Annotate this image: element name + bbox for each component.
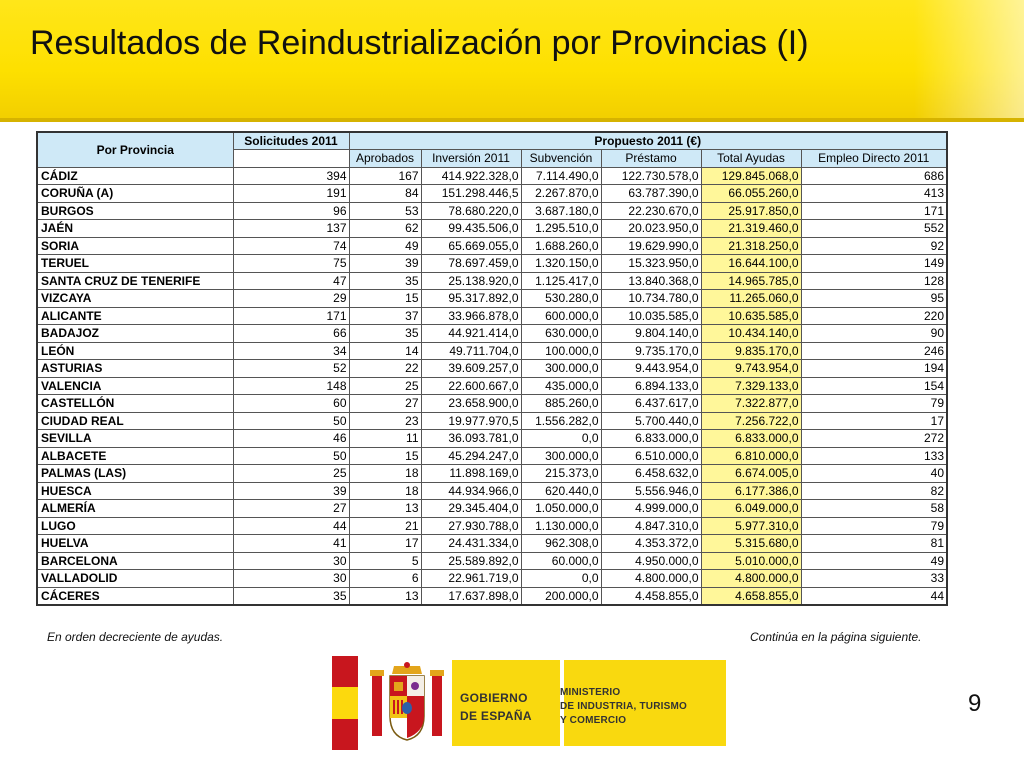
cell-prestamo: 122.730.578,0: [601, 167, 701, 185]
cell-aprobados: 27: [349, 395, 421, 413]
cell-empleo: 154: [801, 377, 947, 395]
col-subvencion: Subvención: [521, 150, 601, 168]
gobierno-line-2: DE ESPAÑA: [460, 709, 532, 723]
cell-aprobados: 35: [349, 272, 421, 290]
cell-prestamo: 13.840.368,0: [601, 272, 701, 290]
cell-empleo: 58: [801, 500, 947, 518]
cell-total-ayudas: 6.833.000,0: [701, 430, 801, 448]
cell-aprobados: 13: [349, 500, 421, 518]
cell-subvencion: 630.000,0: [521, 325, 601, 343]
cell-empleo: 413: [801, 185, 947, 203]
cell-provincia: ALBACETE: [37, 447, 233, 465]
cell-provincia: SORIA: [37, 237, 233, 255]
cell-provincia: VALLADOLID: [37, 570, 233, 588]
cell-empleo: 17: [801, 412, 947, 430]
col-prestamo: Préstamo: [601, 150, 701, 168]
cell-prestamo: 6.437.617,0: [601, 395, 701, 413]
cell-provincia: VALENCIA: [37, 377, 233, 395]
cell-subvencion: 620.440,0: [521, 482, 601, 500]
cell-aprobados: 15: [349, 447, 421, 465]
table-row: [37, 325, 947, 343]
cell-aprobados: 39: [349, 255, 421, 273]
cell-prestamo: 20.023.950,0: [601, 220, 701, 238]
cell-inversion: 17.637.898,0: [421, 587, 521, 605]
government-logo: [332, 656, 726, 750]
cell-total-ayudas: 66.055.260,0: [701, 185, 801, 203]
cell-prestamo: 10.035.585,0: [601, 307, 701, 325]
cell-empleo: 552: [801, 220, 947, 238]
table-row: [37, 377, 947, 395]
spain-flag-band: [332, 656, 358, 750]
cell-aprobados: 15: [349, 290, 421, 308]
cell-solicitudes: 27: [233, 500, 349, 518]
cell-solicitudes: 75: [233, 255, 349, 273]
cell-aprobados: 21: [349, 517, 421, 535]
cell-prestamo: 4.847.310,0: [601, 517, 701, 535]
table-body: [37, 167, 947, 605]
cell-aprobados: 53: [349, 202, 421, 220]
cell-solicitudes: 25: [233, 465, 349, 483]
cell-total-ayudas: 5.315.680,0: [701, 535, 801, 553]
cell-total-ayudas: 7.256.722,0: [701, 412, 801, 430]
cell-total-ayudas: 21.318.250,0: [701, 237, 801, 255]
cell-total-ayudas: 9.835.170,0: [701, 342, 801, 360]
header-por-provincia: Por Provincia: [37, 132, 233, 167]
table-row: [37, 307, 947, 325]
cell-inversion: 414.922.328,0: [421, 167, 521, 185]
cell-solicitudes: 35: [233, 587, 349, 605]
cell-prestamo: 63.787.390,0: [601, 185, 701, 203]
cell-empleo: 92: [801, 237, 947, 255]
cell-solicitudes: 34: [233, 342, 349, 360]
cell-provincia: CIUDAD REAL: [37, 412, 233, 430]
cell-subvencion: 1.556.282,0: [521, 412, 601, 430]
cell-aprobados: 11: [349, 430, 421, 448]
cell-empleo: 171: [801, 202, 947, 220]
table-row: [37, 395, 947, 413]
table-row: [37, 587, 947, 605]
cell-solicitudes: 41: [233, 535, 349, 553]
table-row: [37, 430, 947, 448]
cell-solicitudes: 394: [233, 167, 349, 185]
cell-subvencion: 2.267.870,0: [521, 185, 601, 203]
cell-inversion: 78.697.459,0: [421, 255, 521, 273]
cell-provincia: BURGOS: [37, 202, 233, 220]
cell-prestamo: 9.804.140,0: [601, 325, 701, 343]
cell-solicitudes: 29: [233, 290, 349, 308]
cell-solicitudes: 30: [233, 570, 349, 588]
cell-inversion: 49.711.704,0: [421, 342, 521, 360]
results-table: [36, 131, 948, 606]
cell-prestamo: 5.556.946,0: [601, 482, 701, 500]
ministerio-line-3: Y COMERCIO: [560, 715, 627, 726]
cell-inversion: 24.431.334,0: [421, 535, 521, 553]
cell-subvencion: 1.320.150,0: [521, 255, 601, 273]
cell-provincia: SEVILLA: [37, 430, 233, 448]
cell-total-ayudas: 5.010.000,0: [701, 552, 801, 570]
cell-inversion: 19.977.970,5: [421, 412, 521, 430]
table-row: [37, 255, 947, 273]
cell-solicitudes: 191: [233, 185, 349, 203]
cell-solicitudes: 46: [233, 430, 349, 448]
cell-inversion: 151.298.446,5: [421, 185, 521, 203]
cell-aprobados: 25: [349, 377, 421, 395]
cell-prestamo: 4.800.000,0: [601, 570, 701, 588]
cell-solicitudes: 50: [233, 412, 349, 430]
cell-empleo: 79: [801, 395, 947, 413]
table-row: [37, 342, 947, 360]
ministerio-line-1: MINISTERIO: [560, 687, 621, 698]
cell-prestamo: 10.734.780,0: [601, 290, 701, 308]
cell-subvencion: 435.000,0: [521, 377, 601, 395]
cell-provincia: JAÉN: [37, 220, 233, 238]
cell-empleo: 149: [801, 255, 947, 273]
cell-empleo: 194: [801, 360, 947, 378]
page-number: 9: [968, 690, 982, 717]
cell-aprobados: 13: [349, 587, 421, 605]
results-table-wrapper: [36, 131, 948, 606]
slide-header: [0, 0, 1024, 122]
cell-inversion: 23.658.900,0: [421, 395, 521, 413]
cell-total-ayudas: 21.319.460,0: [701, 220, 801, 238]
cell-aprobados: 62: [349, 220, 421, 238]
cell-subvencion: 0,0: [521, 430, 601, 448]
cell-solicitudes: 74: [233, 237, 349, 255]
table-row: [37, 535, 947, 553]
cell-inversion: 22.961.719,0: [421, 570, 521, 588]
col-total-ayudas: Total Ayudas: [701, 150, 801, 168]
cell-total-ayudas: 16.644.100,0: [701, 255, 801, 273]
table-row: [37, 202, 947, 220]
slide-title: Resultados de Reindustrialización por Provincias (I): [30, 24, 809, 62]
cell-prestamo: 6.894.133,0: [601, 377, 701, 395]
cell-empleo: 49: [801, 552, 947, 570]
cell-prestamo: 9.443.954,0: [601, 360, 701, 378]
cell-subvencion: 1.688.260,0: [521, 237, 601, 255]
cell-inversion: 95.317.892,0: [421, 290, 521, 308]
cell-provincia: PALMAS (LAS): [37, 465, 233, 483]
cell-subvencion: 300.000,0: [521, 447, 601, 465]
cell-empleo: 44: [801, 587, 947, 605]
table-row: [37, 482, 947, 500]
cell-provincia: ASTURIAS: [37, 360, 233, 378]
cell-subvencion: 1.050.000,0: [521, 500, 601, 518]
cell-total-ayudas: 4.800.000,0: [701, 570, 801, 588]
cell-provincia: ALICANTE: [37, 307, 233, 325]
cell-solicitudes: 39: [233, 482, 349, 500]
cell-total-ayudas: 5.977.310,0: [701, 517, 801, 535]
footnote-order: En orden decreciente de ayudas.: [47, 630, 224, 644]
cell-subvencion: 1.295.510,0: [521, 220, 601, 238]
header-fade: [914, 0, 1024, 118]
gobierno-line-1: GOBIERNO: [460, 691, 528, 705]
cell-inversion: 29.345.404,0: [421, 500, 521, 518]
cell-inversion: 45.294.247,0: [421, 447, 521, 465]
cell-empleo: 220: [801, 307, 947, 325]
cell-provincia: SANTA CRUZ DE TENERIFE: [37, 272, 233, 290]
cell-subvencion: 0,0: [521, 570, 601, 588]
cell-total-ayudas: 6.810.000,0: [701, 447, 801, 465]
table-row: [37, 465, 947, 483]
cell-prestamo: 4.458.855,0: [601, 587, 701, 605]
header-solicitudes: Solicitudes 2011: [233, 132, 349, 150]
cell-inversion: 25.138.920,0: [421, 272, 521, 290]
table-row: [37, 237, 947, 255]
cell-solicitudes: 60: [233, 395, 349, 413]
cell-total-ayudas: 129.845.068,0: [701, 167, 801, 185]
cell-total-ayudas: 10.635.585,0: [701, 307, 801, 325]
table-row: [37, 272, 947, 290]
cell-aprobados: 35: [349, 325, 421, 343]
cell-empleo: 79: [801, 517, 947, 535]
cell-prestamo: 15.323.950,0: [601, 255, 701, 273]
gobierno-text: [460, 689, 532, 725]
cell-inversion: 11.898.169,0: [421, 465, 521, 483]
cell-empleo: 246: [801, 342, 947, 360]
table-row: [37, 500, 947, 518]
cell-total-ayudas: 25.917.850,0: [701, 202, 801, 220]
cell-total-ayudas: 6.674.005,0: [701, 465, 801, 483]
cell-inversion: 33.966.878,0: [421, 307, 521, 325]
cell-inversion: 65.669.055,0: [421, 237, 521, 255]
cell-aprobados: 37: [349, 307, 421, 325]
cell-empleo: 81: [801, 535, 947, 553]
cell-total-ayudas: 4.658.855,0: [701, 587, 801, 605]
cell-empleo: 90: [801, 325, 947, 343]
cell-subvencion: 1.130.000,0: [521, 517, 601, 535]
cell-provincia: CÁDIZ: [37, 167, 233, 185]
cell-empleo: 33: [801, 570, 947, 588]
cell-total-ayudas: 7.329.133,0: [701, 377, 801, 395]
cell-empleo: 272: [801, 430, 947, 448]
cell-empleo: 686: [801, 167, 947, 185]
cell-provincia: BADAJOZ: [37, 325, 233, 343]
cell-provincia: CÁCERES: [37, 587, 233, 605]
cell-empleo: 133: [801, 447, 947, 465]
col-inversion: Inversión 2011: [421, 150, 521, 168]
cell-provincia: LUGO: [37, 517, 233, 535]
table-row: [37, 220, 947, 238]
header-blank: [233, 150, 349, 168]
cell-provincia: CORUÑA (A): [37, 185, 233, 203]
cell-empleo: 40: [801, 465, 947, 483]
cell-solicitudes: 44: [233, 517, 349, 535]
cell-prestamo: 6.510.000,0: [601, 447, 701, 465]
cell-aprobados: 49: [349, 237, 421, 255]
cell-prestamo: 4.999.000,0: [601, 500, 701, 518]
cell-inversion: 25.589.892,0: [421, 552, 521, 570]
cell-inversion: 44.921.414,0: [421, 325, 521, 343]
table-row: [37, 517, 947, 535]
cell-subvencion: 885.260,0: [521, 395, 601, 413]
cell-provincia: LEÓN: [37, 342, 233, 360]
cell-prestamo: 6.833.000,0: [601, 430, 701, 448]
table-row: [37, 290, 947, 308]
cell-provincia: BARCELONA: [37, 552, 233, 570]
cell-subvencion: 300.000,0: [521, 360, 601, 378]
cell-provincia: CASTELLÓN: [37, 395, 233, 413]
col-empleo: Empleo Directo 2011: [801, 150, 947, 168]
cell-solicitudes: 148: [233, 377, 349, 395]
cell-empleo: 95: [801, 290, 947, 308]
cell-prestamo: 5.700.440,0: [601, 412, 701, 430]
cell-inversion: 27.930.788,0: [421, 517, 521, 535]
cell-subvencion: 1.125.417,0: [521, 272, 601, 290]
cell-prestamo: 19.629.990,0: [601, 237, 701, 255]
cell-solicitudes: 137: [233, 220, 349, 238]
header-propuesto: Propuesto 2011 (€): [349, 132, 947, 150]
cell-inversion: 39.609.257,0: [421, 360, 521, 378]
cell-aprobados: 167: [349, 167, 421, 185]
table-row: [37, 552, 947, 570]
cell-solicitudes: 96: [233, 202, 349, 220]
cell-provincia: HUELVA: [37, 535, 233, 553]
cell-aprobados: 18: [349, 465, 421, 483]
cell-solicitudes: 52: [233, 360, 349, 378]
footnote-continue: Continúa en la página siguiente.: [750, 630, 922, 644]
cell-total-ayudas: 11.265.060,0: [701, 290, 801, 308]
cell-subvencion: 530.280,0: [521, 290, 601, 308]
cell-solicitudes: 30: [233, 552, 349, 570]
cell-inversion: 99.435.506,0: [421, 220, 521, 238]
cell-solicitudes: 50: [233, 447, 349, 465]
cell-total-ayudas: 6.049.000,0: [701, 500, 801, 518]
cell-inversion: 36.093.781,0: [421, 430, 521, 448]
cell-prestamo: 9.735.170,0: [601, 342, 701, 360]
cell-subvencion: 962.308,0: [521, 535, 601, 553]
cell-solicitudes: 66: [233, 325, 349, 343]
cell-aprobados: 84: [349, 185, 421, 203]
ministerio-line-2: DE INDUSTRIA, TURISMO: [560, 701, 687, 712]
cell-subvencion: 3.687.180,0: [521, 202, 601, 220]
cell-total-ayudas: 10.434.140,0: [701, 325, 801, 343]
cell-prestamo: 6.458.632,0: [601, 465, 701, 483]
cell-inversion: 22.600.667,0: [421, 377, 521, 395]
cell-provincia: HUESCA: [37, 482, 233, 500]
table-row: [37, 570, 947, 588]
cell-provincia: TERUEL: [37, 255, 233, 273]
table-row: [37, 167, 947, 185]
cell-aprobados: 5: [349, 552, 421, 570]
cell-solicitudes: 47: [233, 272, 349, 290]
cell-empleo: 128: [801, 272, 947, 290]
cell-aprobados: 23: [349, 412, 421, 430]
cell-provincia: VIZCAYA: [37, 290, 233, 308]
cell-aprobados: 18: [349, 482, 421, 500]
table-row: [37, 447, 947, 465]
cell-subvencion: 7.114.490,0: [521, 167, 601, 185]
cell-subvencion: 215.373,0: [521, 465, 601, 483]
cell-empleo: 82: [801, 482, 947, 500]
cell-aprobados: 6: [349, 570, 421, 588]
table-row: [37, 360, 947, 378]
cell-solicitudes: 171: [233, 307, 349, 325]
ministerio-text: [560, 686, 687, 728]
cell-prestamo: 4.353.372,0: [601, 535, 701, 553]
cell-prestamo: 4.950.000,0: [601, 552, 701, 570]
cell-total-ayudas: 6.177.386,0: [701, 482, 801, 500]
cell-prestamo: 22.230.670,0: [601, 202, 701, 220]
cell-total-ayudas: 14.965.785,0: [701, 272, 801, 290]
cell-total-ayudas: 9.743.954,0: [701, 360, 801, 378]
table-row: [37, 185, 947, 203]
cell-aprobados: 22: [349, 360, 421, 378]
cell-aprobados: 17: [349, 535, 421, 553]
cell-total-ayudas: 7.322.877,0: [701, 395, 801, 413]
cell-inversion: 78.680.220,0: [421, 202, 521, 220]
cell-subvencion: 60.000,0: [521, 552, 601, 570]
cell-inversion: 44.934.966,0: [421, 482, 521, 500]
cell-aprobados: 14: [349, 342, 421, 360]
cell-subvencion: 100.000,0: [521, 342, 601, 360]
cell-provincia: ALMERÍA: [37, 500, 233, 518]
table-row: [37, 412, 947, 430]
cell-subvencion: 200.000,0: [521, 587, 601, 605]
col-aprobados: Aprobados: [349, 150, 421, 168]
coat-of-arms-icon: [366, 660, 448, 746]
cell-subvencion: 600.000,0: [521, 307, 601, 325]
